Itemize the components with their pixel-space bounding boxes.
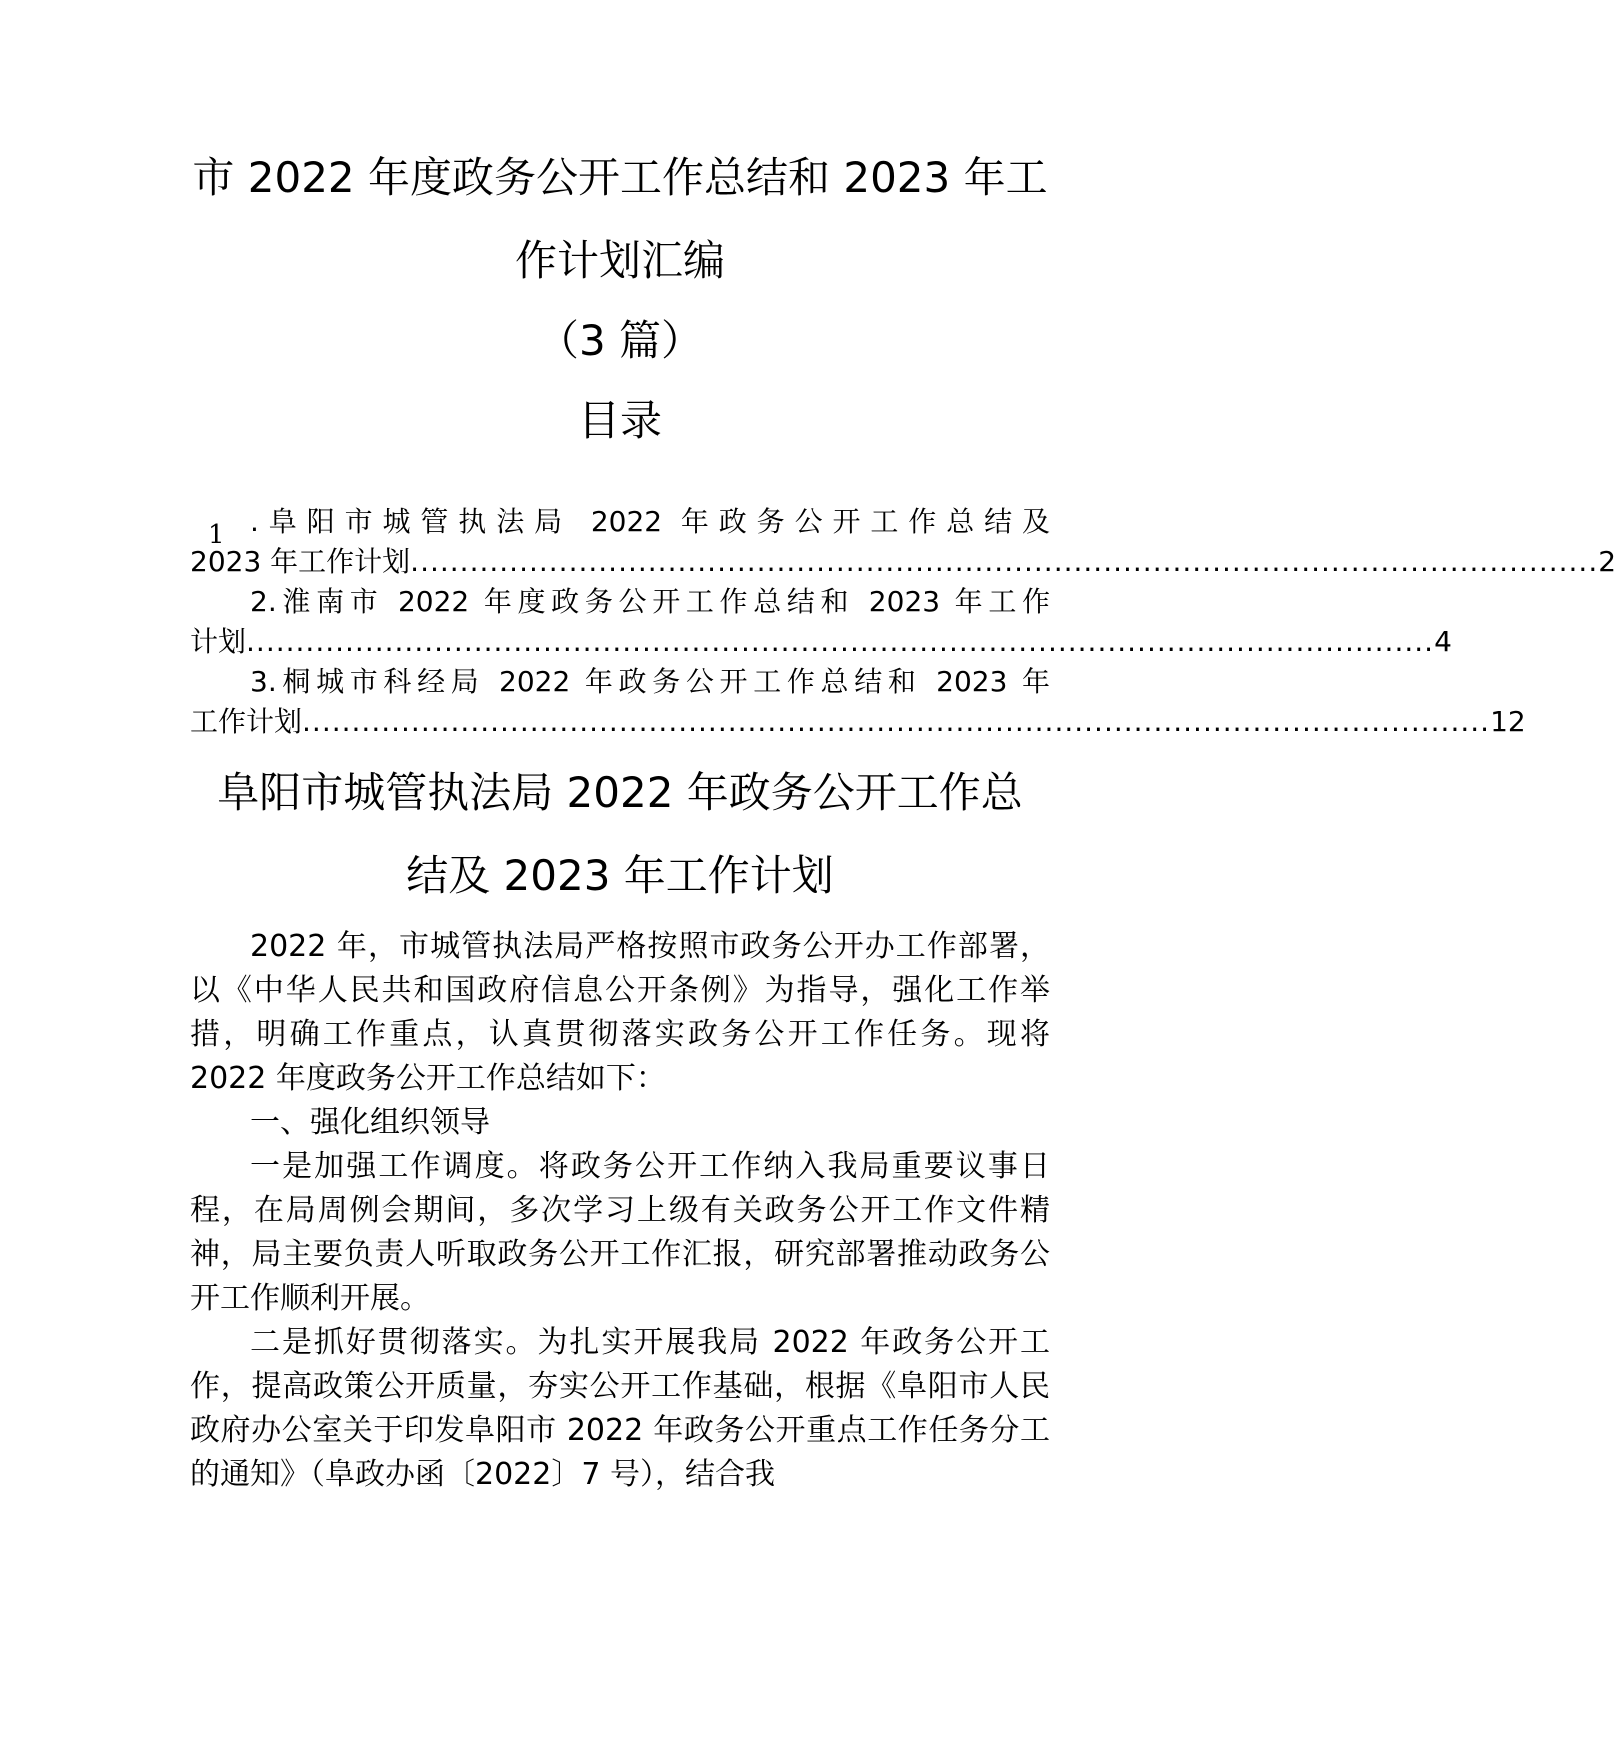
paragraph-2: 二是抓好贯彻落实。为扎实开展我局 2022 年政务公开工作，提高政策公开质量，夯实公开工作基础，根据《阜阳市人民政府办公室关于印发阜阳市 2022 年政务公开重点工作任务分工的通知》（阜政办函〔2022〕7 号），结合我 — [190, 1325, 1050, 1492]
section-heading: 一、强化组织领导 — [250, 1105, 490, 1140]
toc-leader-dots: ........................................................................................................................ — [410, 545, 1599, 578]
toc-entry-3-line1[interactable]: 3.桐城市科经局 2022 年政务公开工作总结和 2023 年 — [250, 665, 1050, 698]
toc-entry-2-text: 计划 — [190, 625, 247, 658]
toc-entry-3-line2[interactable] — [190, 702, 1526, 742]
toc-heading: 目录 — [577, 396, 662, 445]
article-title-line1: 阜阳市城管执法局 2022 年政务公开工作总 — [217, 768, 1023, 817]
toc-entry-2-line1[interactable]: 2.淮南市 2022 年度政务公开工作总结和 2023 年工作 — [250, 585, 1050, 618]
article-title-line2: 结及 2023 年工作计划 — [406, 851, 834, 900]
toc-leader-dots: ........................................................................................................................ — [246, 625, 1435, 658]
toc-leader-dots: ........................................................................................................................ — [302, 705, 1491, 738]
toc-entry-2-page: 4 — [1434, 625, 1452, 658]
paragraph-intro: 2022 年，市城管执法局严格按照市政务公开办工作部署，以《中华人民共和国政府信息公开条例》为指导，强化工作举措，明确工作重点，认真贯彻落实政务公开工作任务。现将 2022 年度政务公开工作总结如下： — [190, 929, 1050, 1096]
doc-title-line2: 作计划汇编 — [514, 236, 725, 285]
doc-title-line1: 市 2022 年度政务公开工作总结和 2023 年工 — [192, 153, 1048, 202]
doc-count: （3 篇） — [536, 316, 704, 365]
toc-entry-3-page: 12 — [1490, 705, 1526, 738]
toc-marker: 1 — [208, 520, 225, 550]
paragraph-1: 一是加强工作调度。将政务公开工作纳入我局重要议事日程，在局周例会期间，多次学习上级有关政务公开工作文件精神，局主要负责人听取政务公开工作汇报，研究部署推动政务公开工作顺利开展。 — [190, 1149, 1050, 1316]
toc-entry-1-line1[interactable]: .阜阳市城管执法局 2022 年政务公开工作总结及 — [250, 505, 1050, 538]
toc-entry-2-line2[interactable] — [190, 622, 1452, 662]
toc-entry-1-page: 2 — [1598, 545, 1616, 578]
toc-entry-3-text: 工作计划 — [190, 705, 303, 738]
toc-entry-1-text: 2023 年工作计划 — [190, 545, 411, 578]
toc-entry-1-line2[interactable] — [190, 542, 1616, 582]
